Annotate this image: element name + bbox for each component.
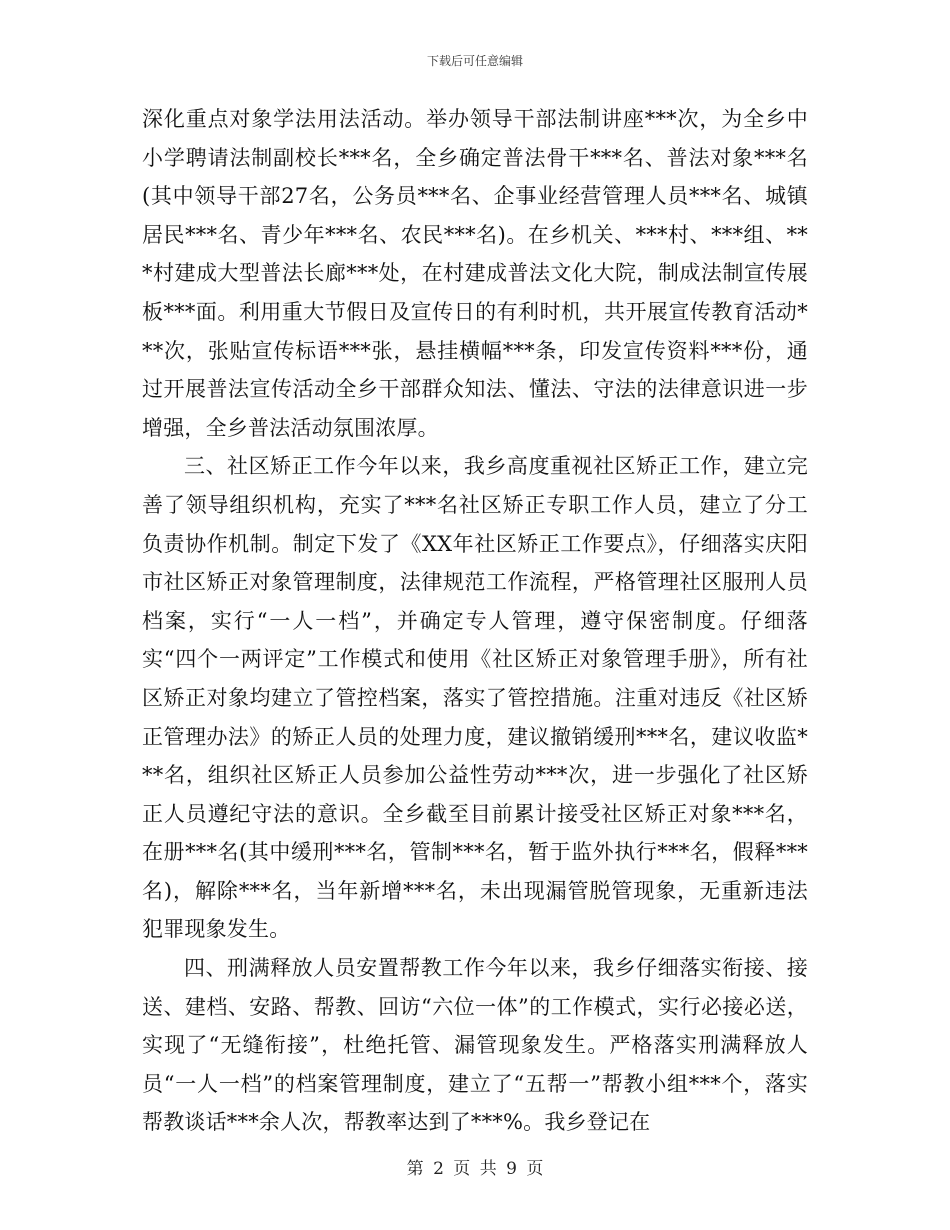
paragraph-released-persons: 四、刑满释放人员安置帮教工作今年以来，我乡仔细落实衔接、接送、建档、安路、帮教、回访“六位一体”的工作模式，实行必接必送，实现了“无缝衔接”，杜绝托管、漏管现象发生。严格落实刑满释放人员“一人一档”的档案管理制度，建立了“五帮一”帮教小组***个，落实帮教谈话***余人次，帮教率达到了***%。我乡登记在 (142, 956, 808, 1135)
paragraph-continued: 深化重点对象学法用法活动。举办领导干部法制讲座***次，为全乡中小学聘请法制副校长***名，全乡确定普法骨干***名、普法对象***名(其中领导干部27名，公务员***名、企事业经营管理人员***名、城镇居民***名、青少年***名、农民***名)。在乡机关、***村、***组、***村建成大型普法长廊***处，在村建成普法文化大院，制成法制宣传展板***面。利用重大节假日及宣传日的有利时机，共开展宣传教育活动***次，张贴宣传标语***张，悬挂横幅***条，印发宣传资料***份，通过开展普法宣传活动全乡干部群众知法、懂法、守法的法律意识进一步增强，全乡普法活动氛围浓厚。 (142, 107, 808, 440)
paragraph-community-correction: 三、社区矫正工作今年以来，我乡高度重视社区矫正工作，建立完善了领导组织机构，充实了***名社区矫正专职工作人员，建立了分工负责协作机制。制定下发了《XX年社区矫正工作要点》，仔细落实庆阳市社区矫正对象管理制度，法律规范工作流程，严格管理社区服刑人员档案，实行“一人一档”，并确定专人管理，遵守保密制度。仔细落实“四个一两评定”工作模式和使用《社区矫正对象管理手册》，所有社区矫正对象均建立了管控档案，落实了管控措施。注重对违反《社区矫正管理办法》的矫正人员的处理力度，建议撤销缓刑***名，建议收监***名，组织社区矫正人员参加公益性劳动***次，进一步强化了社区矫正人员遵纪守法的意识。全乡截至目前累计接受社区矫正对象***名，在册***名(其中缓刑***名，管制***名，暂于监外执行***名，假释***名)，解除***名，当年新增***名，未出现漏管脱管现象，无重新违法犯罪现象发生。 (142, 454, 808, 942)
document-body (142, 100, 808, 1142)
page-number: 第 2 页 共 9 页 (406, 1159, 544, 1179)
page-header: 下载后可任意编辑 (426, 54, 523, 68)
